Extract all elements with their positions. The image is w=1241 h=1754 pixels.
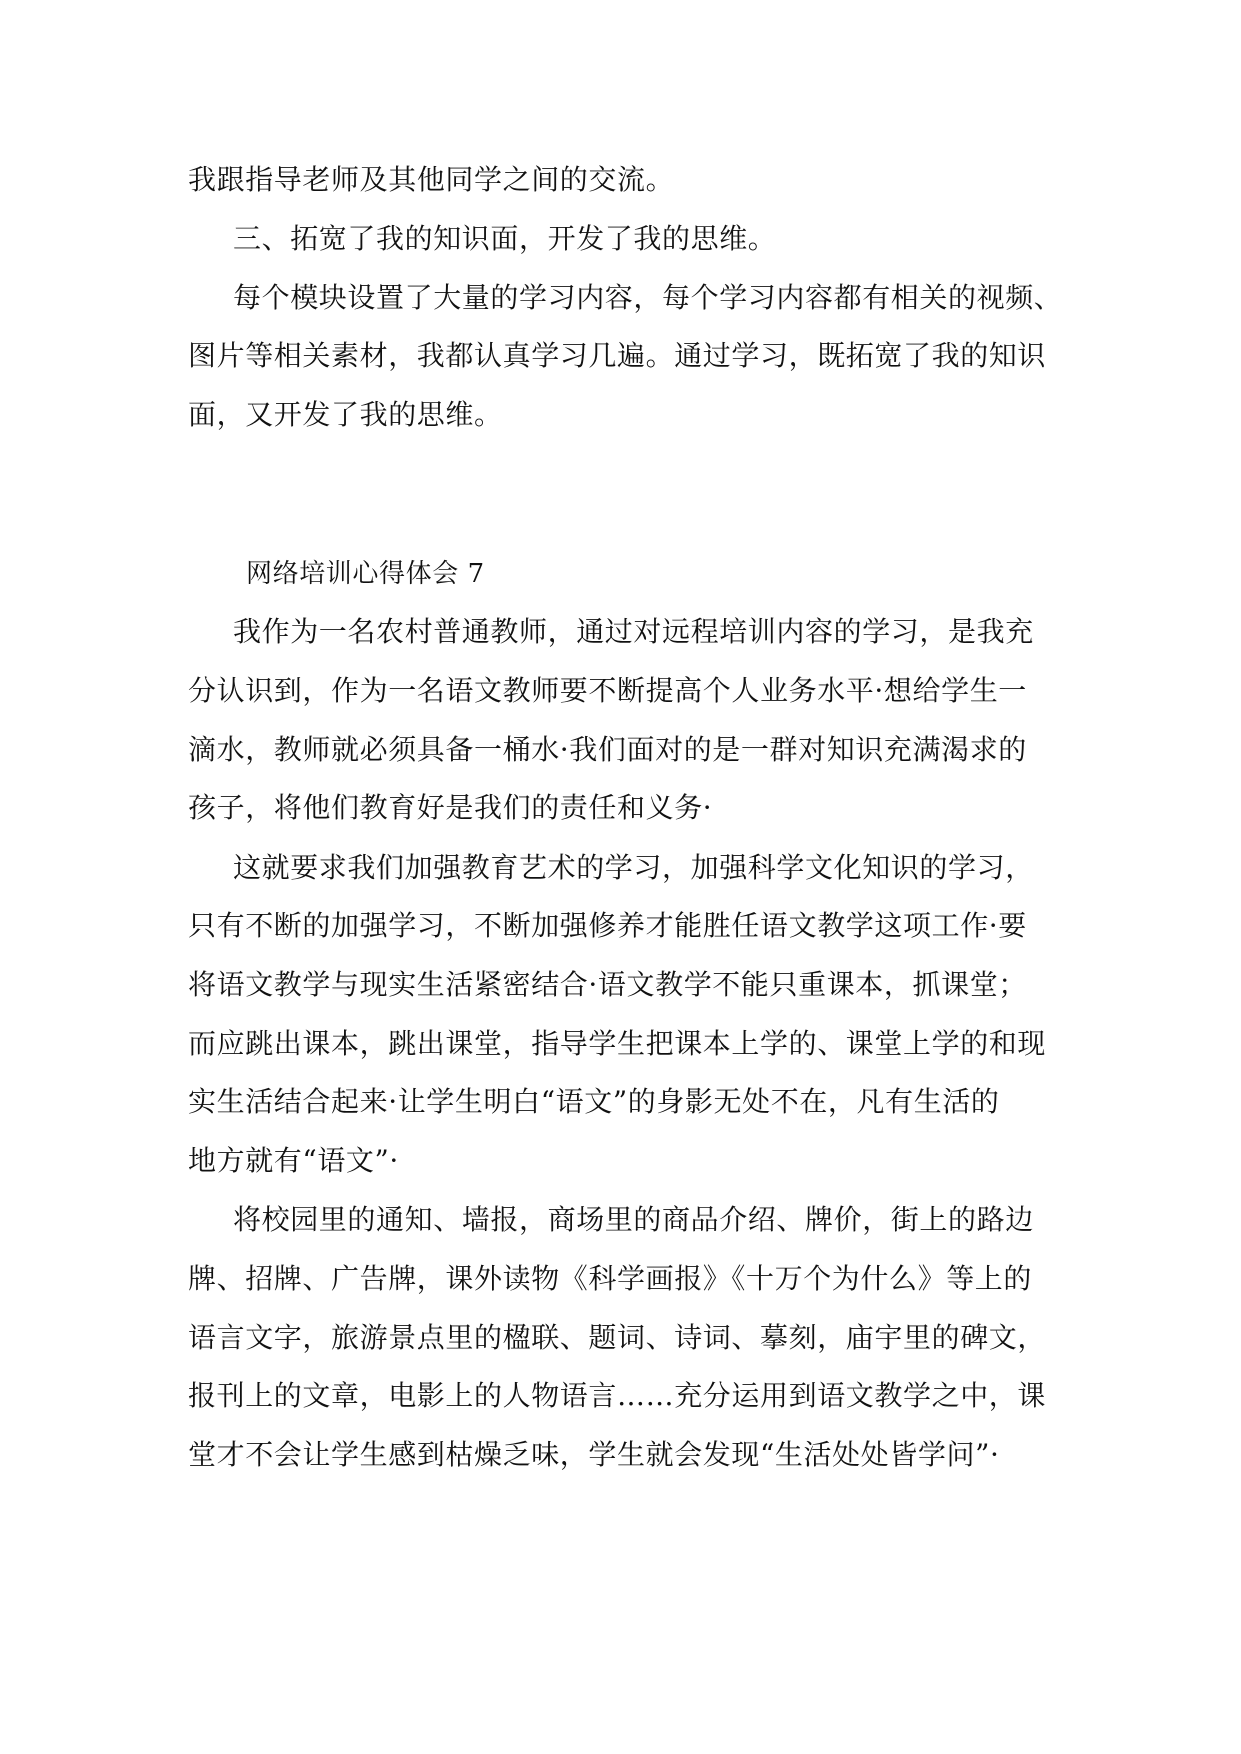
section-heading: 三、拓宽了我的知识面，开发了我的思维。 (233, 222, 777, 255)
text-line: 分认识到，作为一名语文教师要不断提高个人业务水平·想给学生一 (188, 674, 1027, 707)
text-line: 而应跳出课本，跳出课堂，指导学生把课本上学的、课堂上学的和现 (188, 1027, 1047, 1060)
text-line: 每个模块设置了大量的学习内容，每个学习内容都有相关的视频、 (233, 281, 1063, 314)
text-line: 我作为一名农村普通教师，通过对远程培训内容的学习，是我充 (233, 615, 1034, 648)
text-line: 语言文字，旅游景点里的楹联、题词、诗词、摹刻，庙宇里的碑文， (188, 1321, 1047, 1354)
text-line: 将校园里的通知、墙报，商场里的商品介绍、牌价，街上的路边 (233, 1203, 1034, 1236)
text-line: 滴水，教师就必须具备一桶水·我们面对的是一群对知识充满渴求的 (188, 733, 1027, 766)
text-line: 堂才不会让学生感到枯燥乏味，学生就会发现“生活处处皆学问”· (188, 1438, 1000, 1471)
text-line: 地方就有“语文”· (188, 1144, 399, 1177)
text-line: 实生活结合起来·让学生明白“语文”的身影无处不在，凡有生活的 (188, 1085, 1000, 1118)
text-line: 这就要求我们加强教育艺术的学习，加强科学文化知识的学习， (233, 851, 1034, 884)
text-line: 报刊上的文章，电影上的人物语言……充分运用到语文教学之中，课 (188, 1379, 1047, 1412)
text-line: 我跟指导老师及其他同学之间的交流。 (188, 163, 675, 196)
text-line: 牌、招牌、广告牌，课外读物《科学画报》《十万个为什么》等上的 (188, 1262, 1033, 1295)
text-line: 只有不断的加强学习，不断加强修养才能胜任语文教学这项工作·要 (188, 909, 1027, 942)
article-title: 网络培训心得体会 7 (246, 559, 485, 589)
text-line: 面，又开发了我的思维。 (188, 398, 503, 431)
text-line: 图片等相关素材，我都认真学习几遍。通过学习，既拓宽了我的知识 (188, 339, 1047, 372)
text-line: 将语文教学与现实生活紧密结合·语文教学不能只重课本，抓课堂； (188, 968, 1027, 1001)
text-line: 孩子，将他们教育好是我们的责任和义务· (188, 791, 713, 824)
